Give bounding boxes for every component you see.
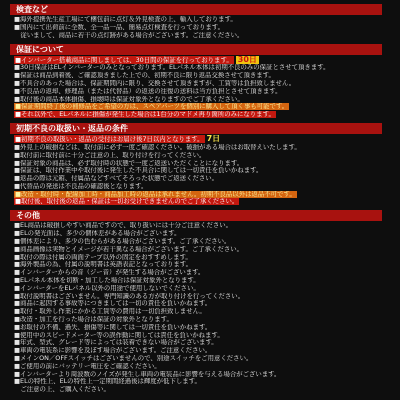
text-line: ■不良品の返却、修理品（または代替品）の返送の往復の送料は当方負担とさせて頂きます。 [14,87,282,95]
text-line: ■ご使用の前にバッテリー電圧をご確認ください。 [14,362,161,370]
text-line-highlight: ■取付後、取付後の返品・保証は一切お受けできませんのでご了承ください。 [15,198,239,206]
section-returns [10,123,392,206]
return-days-badge: 7日 [206,135,221,144]
text-line: ■EL商品は破損しやすい商品ですので、取り扱いには十分ご注意ください。 [14,222,233,230]
text-line: ■代替品の発送は不良品の確認後となります。 [14,182,148,190]
text-line: ■不具合のあった場合は、保証期間内に限り、交換させて頂きますが、工賃等は負担致しません。 [14,79,296,87]
section-header-inspection: 検査など [10,4,382,15]
text-line: ■海外提携先生産工場にて梱包前に点灯＆外見検査の上、輸入しております。 [14,16,237,23]
text-line: ■30日保証はELインバーターのみとなっております。ELパネル本体は初期不良のみの保証とさせて頂きます。 [14,64,330,72]
text-line: ■取付後の商品本体損傷、損壊時は保証対象外となりますのでご了承ください。 [14,95,244,103]
text-line: ■取付・取外し作業にかかる工賃等の費用は一切負担致しません。 [14,308,206,316]
text-line: ご注意の上、ご購入ください。 [14,386,110,394]
warranty-days-badge: 30日 [237,55,257,64]
text-line: ■ELパネル本体を切断・加工した場合は保証対象外となります。 [14,277,200,285]
text-line-highlight: ■改造・取付時・配線加工時・商品加工時の返品は承れません。初期不良品以外は返品不可です。 [15,190,296,198]
text-line: ■商品に起因する事故等につきましては一切の責任を負いかねます。 [14,300,212,308]
warranty-days-line [14,56,392,65]
section-body-inspection [10,16,392,39]
text-line: ■ELの特性上、ELの特性上一定期間経過後は輝度が低下します。 [14,378,201,386]
text-line: ■使用中のスピードメーター等の誤作動に関しては責任を負いかねます。 [14,331,224,339]
text-line: ■インバーターをELパネル以外の用途で使用しないでください。 [14,284,200,292]
text-line: ■年式、型式、グレード等によっては装着できない場合がございます。 [14,339,218,347]
text-line: ■国内にて出荷前に全数、全一品一品、簡易点灯検査を行っております。 [14,23,225,31]
section-body-other [10,222,392,394]
text-line: ■取付説明書はございません。専門知識のある方が取り付けを行ってください。 [14,292,245,300]
text-line: ■海外製品の為、付属の説明書は英語表記となっております。 [14,261,193,269]
text-line: ■外見上の破損などは、取付前に必ず一度ご確認ください。破損がある場合はお取替えいたします。 [14,143,301,151]
section-warranty [10,44,392,119]
text-line: ■ELの発光面は、多少の個体差がある場合がございます。 [14,230,181,238]
section-body-returns [10,135,392,206]
text-line-highlight: ■保証期間終了後の補修品をご希望の方は、スペアパーツを個別に購入して頂く事も可能です。 [15,103,289,111]
text-highlight: ■初期不良の取扱い・返品の受付はお届け後7日以内となります。 [15,135,204,144]
text-line: ■返品の際は元箱、付属品などすべてそろった状態でご返送ください。 [14,175,219,183]
text-line: ■個体差により、多少の色むらがある場合がございます。ご了承ください。 [14,238,231,246]
text-line: ■商品画像は実物とイメージが若干異なる場合がございます。ご了承ください。 [14,245,244,253]
text-line: 従いまして、商品に若干の点灯跡がある場合がございます。ご注意ください。 [14,31,244,39]
text-line: ■インバーターからの音（ジー音）が発生する場合がございます。 [14,269,205,277]
text-line: ■改造・加工を行った場合は保証の対象外となります。 [14,316,173,324]
return-days-line [14,135,392,144]
section-header-other: その他 [10,210,382,221]
text-line: ■保証は、取付作業中や取付後に発生した不具合に関しては一切責任を負いかねます。 [14,167,263,175]
text-line: ■保証対象の商品は、必ず取付時の状態で一度ご返送いただくことになります。 [14,159,244,167]
text-line: ■お取付の不備、過失、損傷等に関しては一切責任を負いかねます。 [14,323,212,331]
section-header-returns: 初期不良の取扱い・返品の条件 [10,123,382,134]
section-header-warranty: 保証について [10,44,382,55]
document [10,4,392,396]
text-line: ■メインON／OFFスイッチはございませんので、別途スイッチをご用意ください。 [14,355,253,362]
text-line-highlight: ■それ以外で、ELパネルに損傷が発生した場合は1台分のマドメ再り箇所のみになります。 [15,111,275,119]
text-line: ■保証は商品到着後、ご確認頂きました上での、初期不良に限り返品交換させて頂きます。 [14,72,275,80]
section-other [10,210,392,394]
text-line: ■車両の電装系に影響を及ぼす場合がございます。ご注意ください。 [14,347,212,355]
text-line: ■取付前に取付前に十分ご注意の上、取り付けを行ってください。 [14,151,206,159]
text-highlight: ■インバーター搭載商品に関しましては、30日間の保証を行っております。 [15,55,233,64]
text-line: ■取付の際は付属の両面テープ以外の固定をおすすめします。 [14,253,192,261]
text-line: ■インバーターより周波数のノイズが発生し車両の電装品に影響を与える場合がございます。 [14,370,281,378]
section-body-warranty [10,56,392,119]
section-inspection [10,4,392,39]
